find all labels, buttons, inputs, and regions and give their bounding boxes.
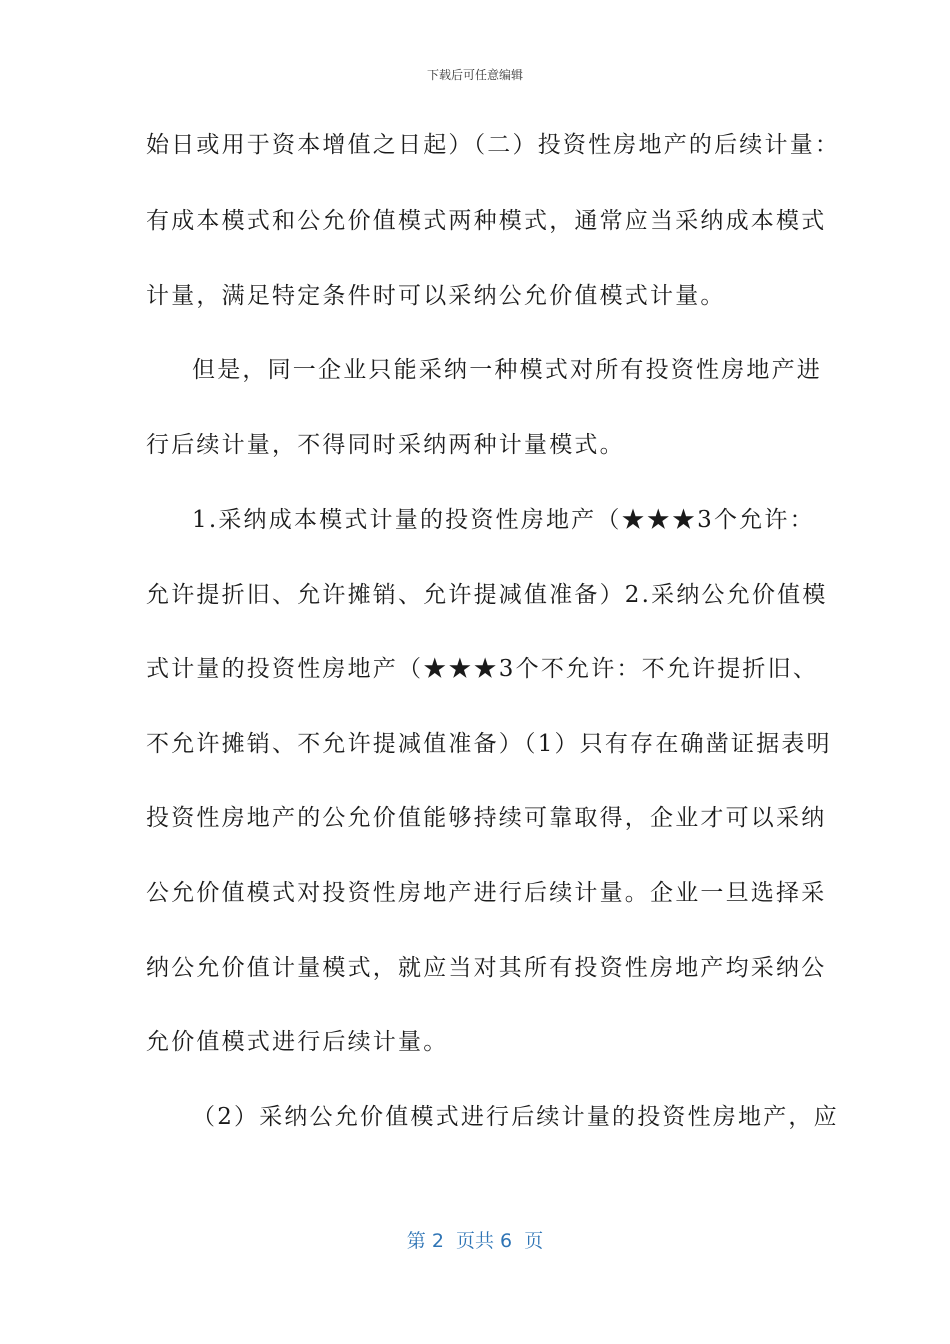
paragraph-start-line: 但是，同一企业只能采纳一种模式对所有投资性房地产进: [192, 357, 822, 383]
page-header: 下载后可任意编辑: [426, 68, 523, 82]
text-line: 允价值模式进行后续计量。: [146, 1029, 449, 1055]
page-footer: 第 2 页共 6 页: [406, 1230, 544, 1252]
paragraph-start-line: （2）采纳公允价值模式进行后续计量的投资性房地产，应: [192, 1104, 839, 1130]
text-line: 始日或用于资本增值之日起）（二）投资性房地产的后续计量：: [146, 132, 841, 158]
text-line: 公允价值模式对投资性房地产进行后续计量。企业一旦选择采: [146, 880, 827, 906]
text-line: 式计量的投资性房地产（★★★3个不允许：不允许提折旧、: [146, 656, 819, 682]
text-line: 不允许摊销、不允许提减值准备）（1）只有存在确凿证据表明: [146, 731, 832, 757]
text-line: 计量，满足特定条件时可以采纳公允价值模式计量。: [146, 283, 726, 309]
text-line: 纳公允价值计量模式，就应当对其所有投资性房地产均采纳公: [146, 955, 827, 981]
text-line: 投资性房地产的公允价值能够持续可靠取得，企业才可以采纳: [146, 805, 827, 831]
text-line: 允许提折旧、允许摊销、允许提减值准备）2.采纳公允价值模: [146, 582, 828, 608]
paragraph-start-line: 1.采纳成本模式计量的投资性房地产（★★★3个允许：: [192, 507, 815, 533]
text-line: 有成本模式和公允价值模式两种模式，通常应当采纳成本模式: [146, 208, 827, 234]
text-line: 行后续计量，不得同时采纳两种计量模式。: [146, 432, 625, 458]
